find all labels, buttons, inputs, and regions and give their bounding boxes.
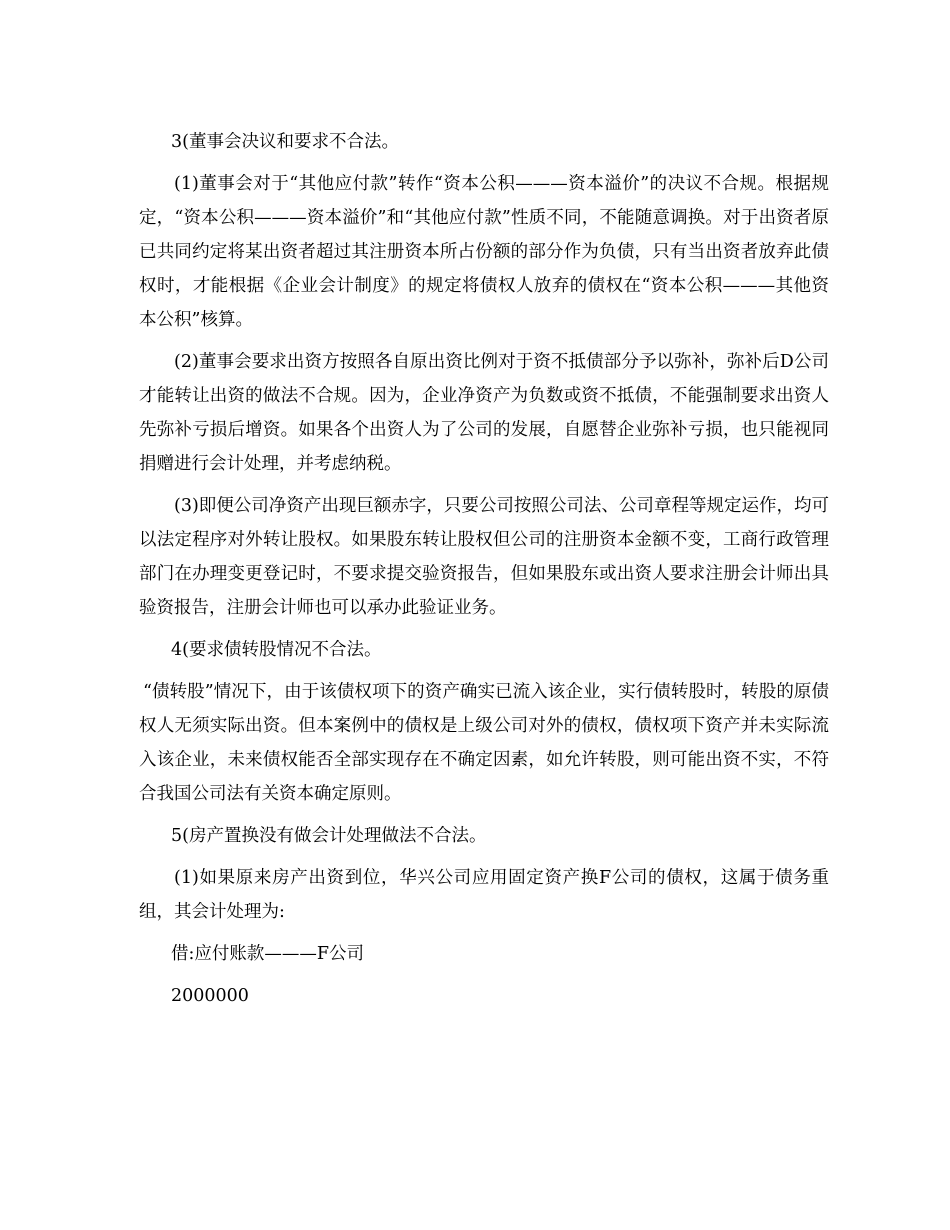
paragraph-4-body: “债转股”情况下，由于该债权项下的资产确实已流入该企业，实行债转股时，转股的原债权人无须实际出资。但本案例中的债权是上级公司对外的债权，债权项下资产并未实际流入该企业，未来债权能否全部实现存在不确定因素，如允许转股，则可能出资不实，不符合我国公司法有关资本确定原则。 — [139, 682, 829, 804]
section-heading-3: 3(董事会决议和要求不合法。 — [171, 132, 399, 152]
paragraph-3-3: (3)即便公司净资产出现巨额赤字，只要公司按照公司法、公司章程等规定运作，均可以法定程序对外转让股权。如果股东转让股权但公司的注册资本金额不变，工商行政管理部门在办理变更登记时，不要求提交验资报告，但如果股东或出资人要求注册会计师出具验资报告，注册会计师也可以承办此验证业务。 — [139, 496, 829, 618]
journal-entry-amount: 2000000 — [171, 986, 249, 1006]
paragraph-3-1: (1)董事会对于“其他应付款”转作“资本公积———资本溢价”的决议不合规。根据规定，“资本公积———资本溢价”和“其他应付款”性质不同，不能随意调换。对于出资者原已共同约定将某出资者超过其注册资本所占份额的部分作为负债，只有当出资者放弃此债权时，才能根据《企业会计制度》的规定将债权人放弃的债权在“资本公积———其他资本公积”核算。 — [139, 174, 829, 330]
section-heading-5: 5(房产置换没有做会计处理做法不合法。 — [171, 826, 487, 846]
paragraph-5-1: (1)如果原来房产出资到位，华兴公司应用固定资产换F公司的债权，这属于债务重组，其会计处理为: — [139, 868, 829, 922]
section-heading-4: 4(要求债转股情况不合法。 — [171, 640, 382, 660]
document-body — [139, 125, 829, 1021]
journal-entry-debit: 借:应付账款———F公司 — [171, 944, 365, 964]
paragraph-3-2: (2)董事会要求出资方按照各自原出资比例对于资不抵债部分予以弥补，弥补后D公司才能转让出资的做法不合规。因为，企业净资产为负数或资不抵债，不能强制要求出资人先弥补亏损后增资。如果各个出资人为了公司的发展，自愿替企业弥补亏损，也只能视同捐赠进行会计处理，并考虑纳税。 — [139, 352, 829, 474]
